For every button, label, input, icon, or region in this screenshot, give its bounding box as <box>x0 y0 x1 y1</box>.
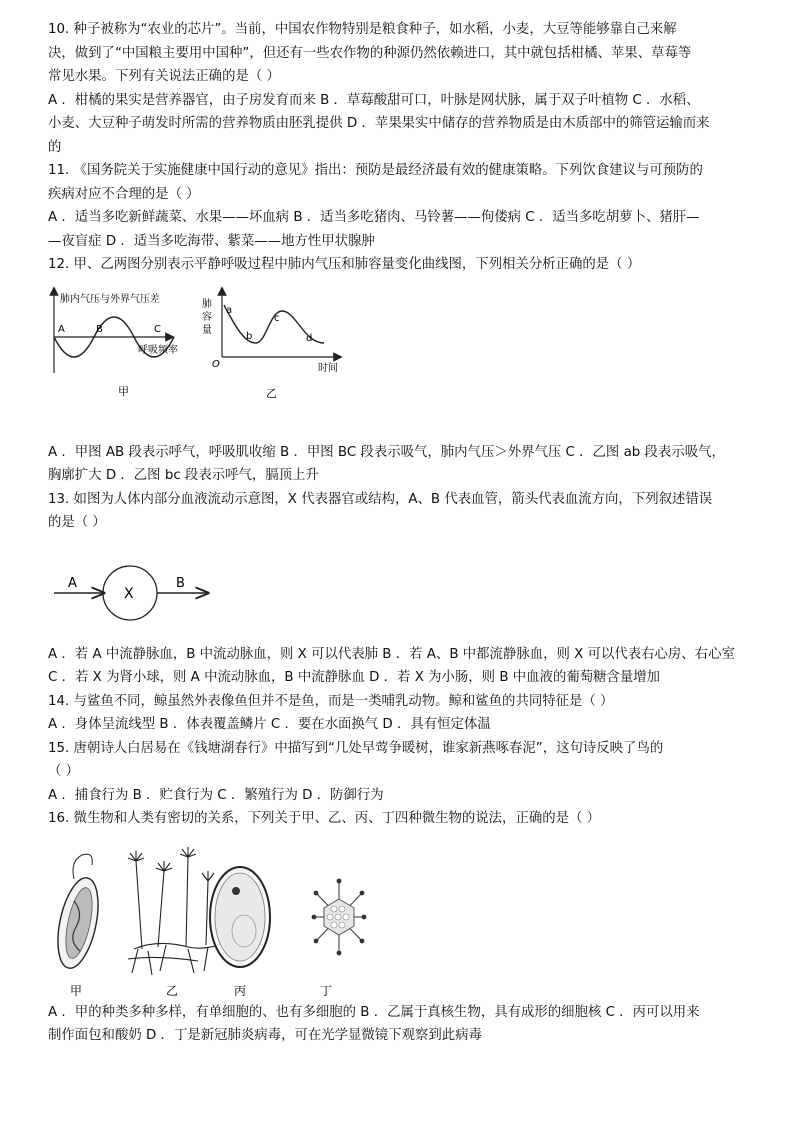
question-10 <box>48 18 748 159</box>
q16-figure-svg <box>48 831 748 1001</box>
yi-point-a: a <box>226 304 233 316</box>
q15-stem: 15. 唐朝诗人白居易在《钱塘湖春行》中描写到“几处早莺争暖树，谁家新燕啄春泥”，这句诗反映了鸟的 <box>48 740 664 756</box>
q13-figure-svg <box>48 535 748 643</box>
jia-xlabel: 呼吸频率 <box>138 344 178 356</box>
jia-point-a: A <box>58 323 65 335</box>
q13-line: 的是（ ） <box>48 515 106 530</box>
q14-option-line: A ．身体呈流线型 B ．体表覆盖鳞片 C ．要在水面换气 D ．具有恒定体温 <box>48 717 491 732</box>
jia-point-b: B <box>96 323 103 335</box>
jia-caption: 甲 <box>118 384 129 398</box>
q15-option-line: A ．捕食行为 B ．贮食行为 C ．繁殖行为 D ．防御行为 <box>48 787 384 803</box>
q13-option-line: C ．若 X 为肾小球，则 A 中流动脉血，B 中流静脉血 D ．若 X 为小肠，则 B 中血液的葡萄糖含量增加 <box>48 670 661 685</box>
yeast-nucleus <box>232 887 240 895</box>
q12-stem: 12. 甲、乙两图分别表示平静呼吸过程中肺内气压和肺容量变化曲线图，下列相关分析正确的是（ ） <box>48 257 641 272</box>
graph-jia <box>54 291 178 398</box>
yeast-membrane <box>215 873 265 961</box>
caption-ding: 丁 <box>320 983 333 998</box>
q10-line: 常见水果。下列有关说法正确的是（ ） <box>48 69 280 84</box>
q11-option-line: A ．适当多吃新鲜蔬菜、水果——坏血病 B ．适当多吃猪肉、马铃薯——佝偻病 C ．适当多吃胡萝卜、猪肝— <box>48 210 700 225</box>
mold-spores <box>202 871 214 881</box>
question-14 <box>48 690 748 737</box>
mold-stalk <box>206 881 208 945</box>
q13-option-line: A ．若 A 中流静脉血，B 中流动脉血，则 X 可以代表肺 B ．若 A、B 中都流静脉血，则 X 可以代表右心房、右心室 <box>48 646 735 662</box>
q11-option-line: —夜盲症 D ．适当多吃海带、紫菜——地方性甲状腺肿 <box>48 233 375 249</box>
mold-rhizoids <box>132 945 208 975</box>
organ-x-label: X <box>124 585 134 602</box>
yeast-drawing <box>210 867 270 967</box>
q10-line: 10. 种子被称为“农业的芯片”。当前，中国农作物特别是粮食种子，如水稻，小麦，大豆等能够靠自己来解 <box>48 22 677 37</box>
exam-page <box>48 18 748 1048</box>
q13-figure <box>48 535 748 643</box>
q10-option-line: 的 <box>48 139 62 155</box>
vessel-a-label: A <box>68 575 77 591</box>
question-12 <box>48 253 748 488</box>
q12-figure <box>48 277 748 441</box>
q12-figure-svg <box>48 277 748 441</box>
q16-option-line: 制作面包和酸奶 D ．丁是新冠肺炎病毒，可在光学显微镜下观察到此病毒 <box>48 1028 482 1043</box>
q10-option-line: A ．柑橘的果实是营养器官，由子房发育而来 B ．草莓酸甜可口，叶脉是网状脉，属于双子叶植物 C ．水稻、 <box>48 92 700 108</box>
mold-spores <box>156 861 172 871</box>
mold-stalk <box>186 857 188 947</box>
q16-stem: 16. 微生物和人类有密切的关系，下列关于甲、乙、丙、丁四种微生物的说法，正确的是（ ） <box>48 811 601 826</box>
yi-point-d: d <box>306 332 313 344</box>
bacterium-flagellum <box>73 854 92 879</box>
q10-line: 决，做到了“中国粮主要用中国种”，但还有一些农作物的种源仍然依赖进口，其中就包括柑橘、苹果、草莓等 <box>48 45 692 61</box>
jia-point-c: C <box>154 323 161 335</box>
virus-drawing <box>312 878 367 955</box>
question-16 <box>48 807 748 1048</box>
bacterium-drawing <box>51 854 105 972</box>
yi-ylabel-char: 量 <box>202 324 212 336</box>
jia-ylabel: 肺内气压与外界气压差 <box>60 293 160 305</box>
yi-xlabel: 时间 <box>318 362 338 374</box>
q15-stem: （ ） <box>48 764 80 779</box>
q10-option-line: 小麦、大豆种子萌发时所需的营养物质由胚乳提供 D ．苹果果实中储存的营养物质是由木质部中的筛管运输而来 <box>48 116 710 131</box>
caption-bing: 丙 <box>234 983 247 998</box>
caption-jia: 甲 <box>70 983 83 998</box>
yi-ylabel-char: 容 <box>202 311 212 323</box>
q11-line: 11. 《国务院关于实施健康中国行动的意见》指出：预防是最经济最有效的健康策略。下列饮食建议与可预防的 <box>48 163 703 178</box>
vessel-b-label: B <box>176 575 185 591</box>
q16-figure <box>48 831 748 1001</box>
question-13 <box>48 488 748 690</box>
yi-caption: 乙 <box>266 386 277 400</box>
mold-stalk <box>136 861 142 949</box>
yi-ylabel-char: 肺 <box>202 298 212 310</box>
q12-option-line: 胸廓扩大 D ．乙图 bc 段表示呼气，膈顶上升 <box>48 468 319 483</box>
yi-point-b: b <box>246 330 253 342</box>
q14-stem: 14. 与鲨鱼不同，鲸虽然外表像鱼但并不是鱼，而是一类哺乳动物。鲸和鲨鱼的共同特征是（ ） <box>48 693 614 709</box>
question-11 <box>48 159 748 253</box>
q16-option-line: A ．甲的种类多种多样，有单细胞的、也有多细胞的 B ．乙属于真核生物，具有成形的细胞核 C ．丙可以用来 <box>48 1004 700 1020</box>
caption-yi: 乙 <box>166 983 179 998</box>
mold-stalk <box>158 871 164 947</box>
question-15 <box>48 737 748 808</box>
q11-line: 疾病对应不合理的是（ ） <box>48 186 200 202</box>
mold-spores <box>180 847 196 857</box>
mold-spores <box>128 851 144 861</box>
yi-point-c: c <box>274 312 280 324</box>
graph-yi <box>202 291 338 400</box>
q13-line: 13. 如图为人体内部分血液流动示意图，X 代表器官或结构，A、B 代表血管，箭头代表血流方向，下列叙述错误 <box>48 491 713 507</box>
yi-origin: O <box>212 358 220 370</box>
q12-option-line: A ．甲图 AB 段表示呼气，呼吸肌收缩 B ．甲图 BC 段表示吸气，肺内气压＞外界气压 C ．乙图 ab 段表示吸气， <box>48 444 725 460</box>
